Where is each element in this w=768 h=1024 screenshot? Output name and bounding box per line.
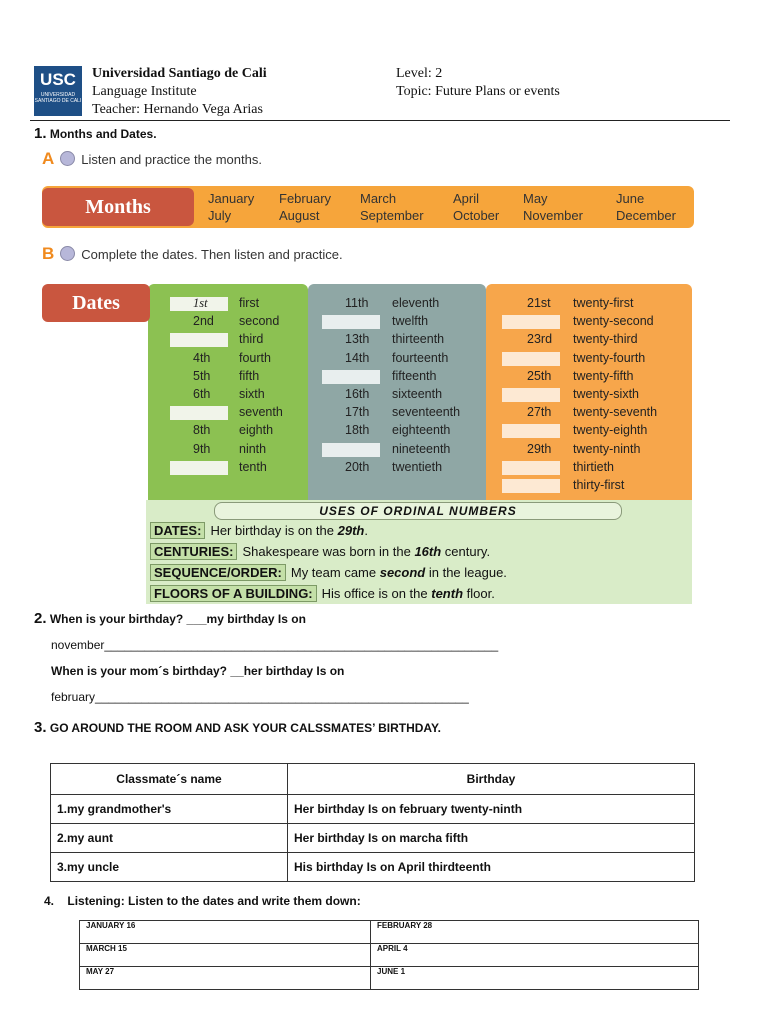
month-name: December (616, 208, 676, 223)
date-word: twenty-first (573, 296, 634, 310)
date-number: 2nd (193, 314, 214, 329)
date-number: 6th (193, 387, 211, 401)
date-word: twentieth (392, 459, 443, 474)
date-number: 20th (345, 459, 370, 474)
cell-date[interactable]: MAY 27 (80, 967, 371, 990)
date-number: 11th (345, 296, 369, 310)
months-label: Months (42, 188, 194, 226)
table-row (80, 967, 699, 990)
listening-table (79, 920, 699, 990)
date-word: twenty-eighth (573, 423, 648, 438)
date-number: 21st (527, 296, 551, 310)
cell-date[interactable]: JUNE 1 (371, 967, 699, 990)
date-word: eighteenth (392, 423, 451, 438)
uses-text: in the league. (425, 565, 507, 580)
question-2a (34, 610, 306, 627)
table-row (51, 795, 695, 824)
date-word: sixteenth (392, 387, 443, 401)
uses-text: His office is on the (321, 586, 432, 601)
uses-label: SEQUENCE/ORDER: (150, 564, 286, 581)
uses-row (150, 544, 490, 559)
uses-emphasis: second (379, 565, 426, 580)
table-row (51, 853, 695, 882)
answer-blank (502, 479, 560, 493)
section3-number: 3. (34, 719, 47, 736)
date-number: 4th (193, 350, 211, 365)
month-name: July (208, 208, 232, 223)
date-word: second (239, 314, 280, 329)
date-word: third (239, 332, 264, 347)
month-name: January (208, 191, 255, 206)
month-name: February (279, 191, 332, 206)
date-word: first (239, 296, 260, 310)
uses-label: DATES: (150, 522, 205, 539)
date-word: nineteenth (392, 441, 451, 456)
answer-blank (502, 315, 560, 329)
cell-name[interactable]: 3.my uncle (51, 853, 288, 882)
cell-birthday[interactable]: Her birthday Is on february twenty-ninth (288, 795, 695, 824)
cell-name[interactable]: 1.my grandmother's (51, 795, 288, 824)
date-word: twenty-fourth (573, 350, 646, 365)
step-a (42, 149, 262, 169)
cell-name[interactable]: 2.my aunt (51, 824, 288, 853)
date-word: sixth (239, 387, 265, 401)
cell-date[interactable]: FEBRUARY 28 (371, 921, 699, 944)
usc-logo (34, 66, 82, 116)
level-text: Level: 2 (396, 66, 443, 81)
cell-birthday[interactable]: Her birthday Is on marcha fifth (288, 824, 695, 853)
date-number: 17th (345, 405, 370, 420)
table-header-row (51, 764, 695, 795)
uses-label: CENTURIES: (150, 543, 237, 560)
month-name: August (279, 208, 320, 223)
topic-text: Topic: Future Plans or events (396, 84, 560, 99)
date-number: 1st (193, 296, 208, 310)
date-word: twelfth (392, 314, 429, 329)
month-name: October (453, 208, 500, 223)
date-number: 27th (527, 405, 552, 420)
section2-number: 2. (34, 610, 47, 627)
date-word: twenty-sixth (573, 387, 639, 401)
answer-blank (322, 370, 380, 384)
table-row (80, 944, 699, 967)
step-a-text: Listen and practice the months. (81, 152, 262, 167)
cell-date[interactable]: MARCH 15 (80, 944, 371, 967)
date-word: fourth (239, 350, 271, 365)
classmates-table (50, 763, 695, 882)
month-name: September (360, 208, 424, 223)
date-word: fifth (239, 368, 260, 383)
date-number: 8th (193, 423, 211, 438)
month-name: April (453, 191, 480, 206)
date-number: 29th (527, 441, 552, 456)
date-word: twenty-seventh (573, 405, 658, 420)
answer-blank (322, 443, 380, 457)
answer-blank (170, 406, 228, 420)
date-number: 16th (345, 387, 370, 401)
answer-blank (502, 388, 560, 402)
month-name: March (360, 191, 397, 206)
table-row (51, 824, 695, 853)
answer-blank (170, 461, 228, 475)
cell-date[interactable]: APRIL 4 (371, 944, 699, 967)
uses-label: FLOORS OF A BUILDING: (150, 585, 317, 602)
uses-row (150, 586, 495, 601)
section3-heading (34, 719, 441, 736)
date-number: 5th (193, 368, 211, 383)
month-name: June (616, 191, 645, 206)
month-name: May (523, 191, 548, 206)
section3-title: GO AROUND THE ROOM AND ASK YOUR CALSSMATES’ BIRTHDAY. (49, 721, 441, 735)
question-2a-text: When is your birthday? ___my birthday Is on (49, 612, 306, 626)
header-birthday: Birthday (288, 764, 695, 795)
institution-name: Universidad Santiago de Cali (92, 66, 267, 81)
header-divider (30, 120, 730, 121)
cell-date[interactable]: JANUARY 16 (80, 921, 371, 944)
uses-text: floor. (463, 586, 495, 601)
uses-title: USES OF ORDINAL NUMBERS (214, 502, 622, 520)
logo-text: USC (40, 70, 76, 89)
section1-heading (34, 125, 157, 142)
date-number: 25th (527, 368, 552, 383)
section1-number: 1. (34, 125, 47, 142)
uses-text: Her birthday is on the (210, 523, 338, 538)
section4-heading (44, 894, 361, 908)
section4-title: Listening: Listen to the dates and write them down: (67, 894, 361, 908)
step-b (42, 244, 343, 264)
uses-row (150, 565, 507, 580)
uses-emphasis: tenth (431, 586, 464, 601)
date-word: eleventh (392, 296, 440, 310)
answer-blank (322, 315, 380, 329)
date-number: 14th (345, 350, 370, 365)
header-classmate: Classmate´s name (51, 764, 288, 795)
question-2b: When is your mom´s birthday? __her birthday Is on (51, 664, 345, 678)
date-word: seventeenth (392, 405, 461, 420)
logo-subtext: UNIVERSIDAD SANTIAGO DE CALI (34, 92, 82, 104)
date-word: tenth (239, 459, 267, 474)
uses-emphasis: 16th (414, 544, 442, 559)
uses-text: . (364, 523, 368, 538)
uses-text: Shakespeare was born in the (242, 544, 415, 559)
institute-name: Language Institute (92, 84, 197, 99)
section4-number: 4. (44, 894, 55, 908)
answer-2b[interactable]: february________________________________________________________ (51, 690, 469, 704)
audio-cd-icon (60, 151, 75, 166)
date-word: seventh (239, 405, 283, 420)
section1-title: Months and Dates. (49, 127, 157, 141)
answer-blank (502, 424, 560, 438)
date-number: 18th (345, 423, 370, 438)
answer-2a[interactable]: november___________________________________________________________ (51, 638, 499, 652)
answer-blank (170, 333, 228, 347)
date-word: ninth (239, 441, 267, 456)
month-name: November (523, 208, 583, 223)
date-word: thirty-first (573, 478, 625, 492)
date-number: 23rd (527, 332, 553, 347)
step-b-text: Complete the dates. Then listen and practice. (81, 247, 343, 262)
date-word: eighth (239, 423, 274, 438)
answer-blank (502, 352, 560, 366)
date-word: twenty-ninth (573, 441, 641, 456)
table-row (80, 921, 699, 944)
date-number: 13th (345, 332, 370, 347)
dates-label: Dates (42, 284, 150, 322)
answer-blank (502, 461, 560, 475)
date-word: twenty-second (573, 314, 654, 329)
step-a-letter: A (42, 149, 55, 168)
date-number: 9th (193, 441, 211, 456)
date-word: fifteenth (392, 368, 437, 383)
cell-birthday[interactable]: His birthday Is on April thirdteenth (288, 853, 695, 882)
uses-emphasis: 29th (337, 523, 365, 538)
date-word: fourteenth (392, 350, 449, 365)
step-b-letter: B (42, 244, 55, 263)
date-word: twenty-fifth (573, 368, 634, 383)
uses-text: century. (441, 544, 491, 559)
date-word: twenty-third (573, 332, 638, 347)
date-word: thirteenth (392, 332, 445, 347)
date-word: thirtieth (573, 459, 614, 474)
audio-cd-icon (60, 246, 75, 261)
teacher-name: Teacher: Hernando Vega Arias (92, 102, 263, 117)
uses-row (150, 523, 368, 538)
uses-text: My team came (290, 565, 380, 580)
